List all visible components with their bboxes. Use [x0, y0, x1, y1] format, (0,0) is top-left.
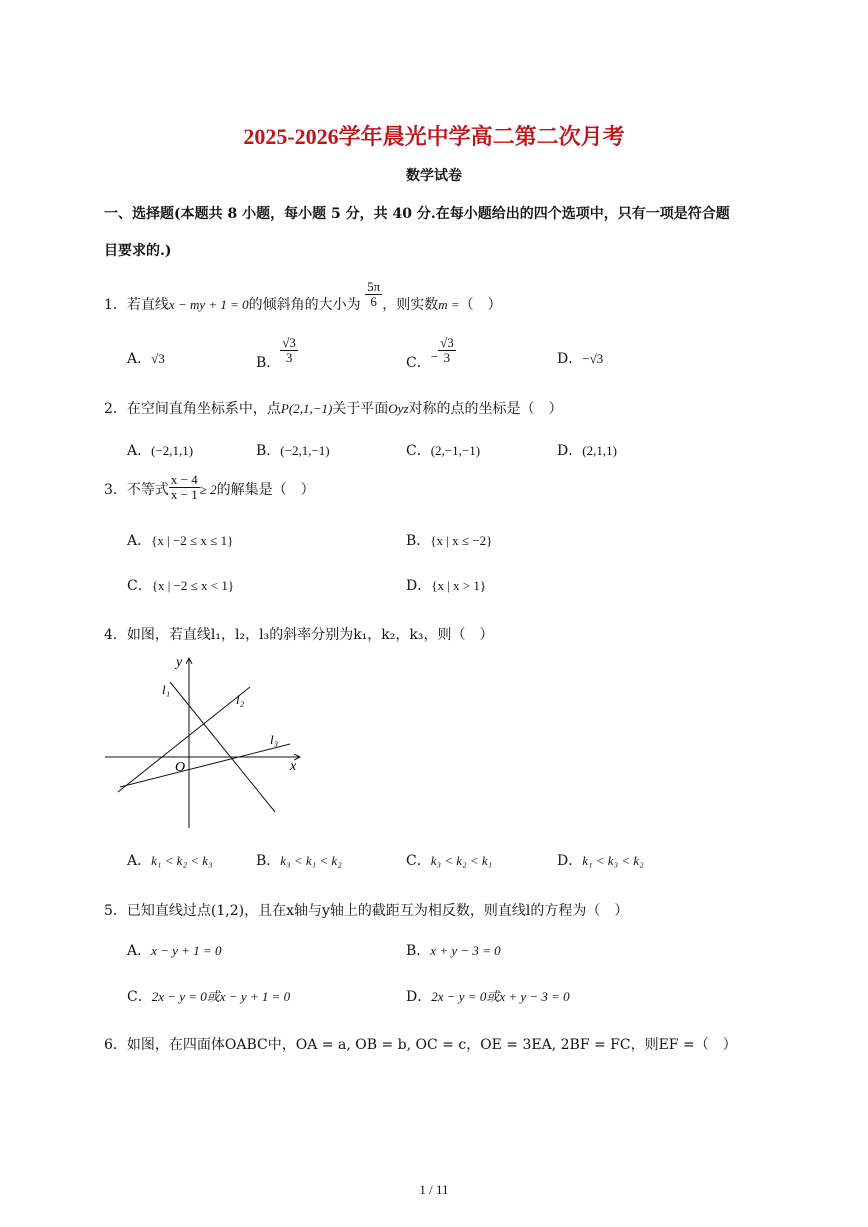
section-heading-line1: 一、选择题(本题共 8 小题，每小题 5 分，共 40 分.在每小题给出的四个选项中，只有一项是符合题 — [104, 206, 730, 222]
q3-option-a[interactable]: A．{x | −2 ≤ x ≤ 1} — [127, 533, 234, 549]
line-l2 — [118, 687, 250, 792]
line-l1 — [170, 682, 275, 812]
q5-option-c[interactable]: C．2x − y = 0或x − y + 1 = 0 — [127, 989, 291, 1005]
question-2: 2．在空间直角坐标系中，点P(2,1,−1)关于平面Oyz对称的点的坐标是（ ） — [104, 401, 563, 417]
fraction-5pi-6: $\frac{5\pi}{6}$ — [367, 279, 381, 310]
q2-option-d[interactable]: D．(2,1,1) — [557, 443, 617, 459]
l3-label: l₃ — [270, 732, 279, 747]
q5-option-b[interactable]: B．x + y − 3 = 0 — [406, 943, 501, 959]
q4-option-b[interactable]: B．k₃ < k₁ < k₂ — [256, 853, 342, 869]
q1-option-d[interactable]: D．−√3 — [557, 351, 604, 367]
question-3: 3．不等式 $\frac{x - 4}{x - 1}$ ≥ 2的解集是（ ） — [104, 472, 315, 503]
l1-label: l₁ — [162, 682, 171, 697]
q5-option-d[interactable]: D．2x − y = 0或x + y − 3 = 0 — [406, 989, 570, 1005]
q1-option-b[interactable]: B． $\frac{√3}{3}$ — [256, 335, 296, 371]
q3-option-c[interactable]: C．{x | −2 ≤ x < 1} — [127, 578, 235, 594]
q4-line-graph — [100, 652, 310, 832]
q2-option-b[interactable]: B．(−2,1,−1) — [256, 443, 330, 459]
q4-option-a[interactable]: A．k₁ < k₂ < k₃ — [127, 853, 213, 869]
origin-label: O — [175, 760, 186, 775]
l2-label: l₂ — [236, 692, 245, 707]
question-1: 1．若直线x − my + 1 = 0的倾斜角的大小为 $\frac{5\pi}{6}$ ，则实数m =（ ） — [104, 279, 502, 313]
line-l3 — [120, 744, 290, 787]
question-6: 6．如图，在四面体OABC中，OA = a, OB = b, OC = c，OE = 3EA, 2BF = FC，则EF =（ ） — [104, 1037, 737, 1053]
q1-option-a[interactable]: A．√3 — [127, 351, 165, 367]
question-4: 4．如图，若直线l₁，l₂，l₃的斜率分别为k₁，k₂，k₃，则（ ） — [104, 627, 494, 643]
y-axis-label: y — [176, 655, 183, 670]
q3-option-d[interactable]: D．{x | x > 1} — [406, 578, 487, 594]
q1-option-c[interactable]: C．− $\frac{√3}{3}$ — [406, 335, 454, 371]
q4-option-c[interactable]: C．k₃ < k₂ < k₁ — [406, 853, 493, 869]
question-5: 5．已知直线过点(1,2)，且在x轴与y轴上的截距互为相反数，则直线l的方程为（ ） — [104, 903, 629, 919]
q2-option-c[interactable]: C．(2,−1,−1) — [406, 443, 481, 459]
page-number: 1 / 11 — [419, 1182, 449, 1197]
q5-option-a[interactable]: A．x − y + 1 = 0 — [127, 943, 222, 959]
x-axis-label: x — [290, 759, 297, 774]
q4-option-d[interactable]: D．k₁ < k₃ < k₂ — [557, 853, 644, 869]
q3-option-b[interactable]: B．{x | x ≤ −2} — [406, 533, 493, 549]
q2-option-a[interactable]: A．(−2,1,1) — [127, 443, 194, 459]
exam-subtitle: 数学试卷 — [406, 168, 462, 184]
section-heading-line2: 目要求的.) — [104, 243, 172, 259]
exam-title: 2025-2026学年晨光中学高二第二次月考 — [243, 124, 625, 149]
